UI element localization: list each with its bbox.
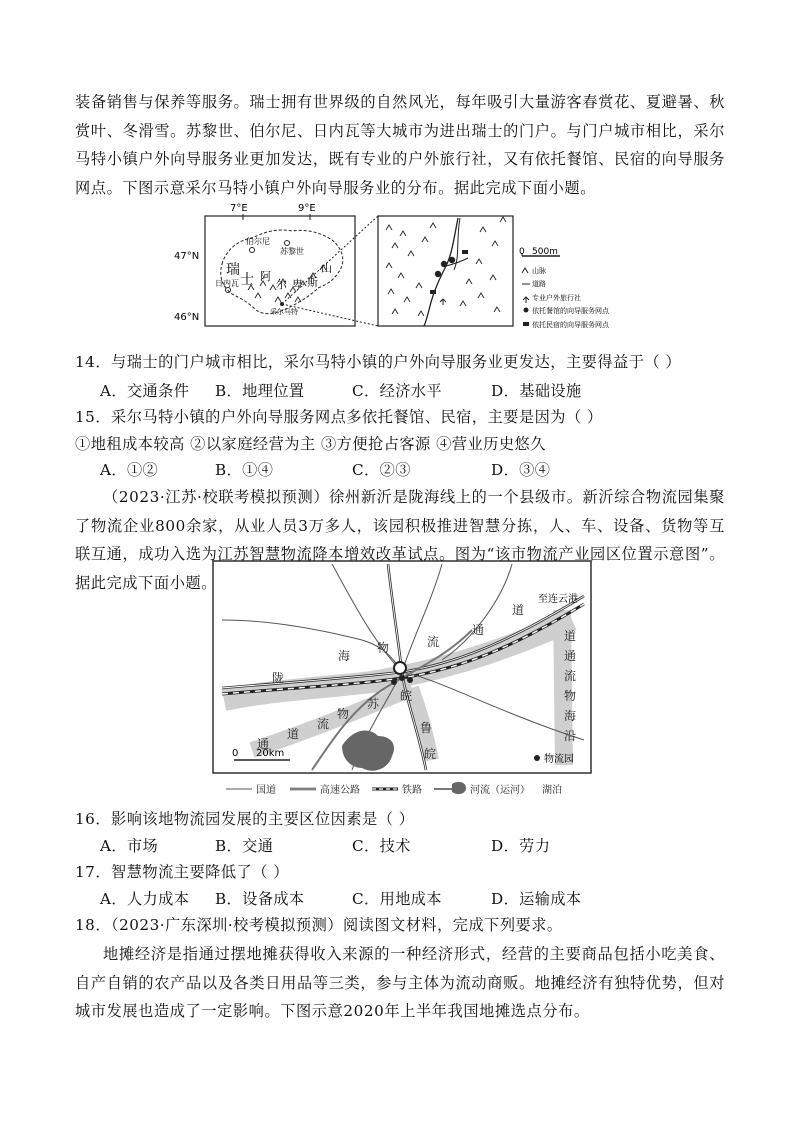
restaurant-guide-point: [441, 261, 447, 267]
corridor-c-char: 鲁: [420, 721, 433, 735]
scale-label: 500m: [532, 247, 558, 257]
legend-railway: 铁路: [402, 785, 422, 796]
logistics-park-marker: [391, 679, 397, 685]
lon-label-7e: 7°E: [230, 203, 248, 214]
corridor-a-char: 道: [512, 603, 525, 617]
lat-label-47n: 47°N: [174, 251, 200, 262]
q17-stem: 17．智慧物流主要降低了（ ）: [75, 863, 289, 881]
corridor-b-char: 苏: [367, 697, 380, 711]
q16-option-d[interactable]: D．劳力: [491, 837, 551, 855]
corridor-a-char: 流: [427, 635, 440, 649]
city-zurich: 苏黎世: [280, 247, 304, 256]
q15-option-a[interactable]: A．①②: [100, 461, 159, 479]
restaurant-guide-point: [435, 271, 441, 277]
bern-marker: [250, 248, 255, 253]
legend-restaurant-icon: [524, 308, 529, 313]
corridor-b-char: 道: [287, 727, 300, 741]
corridor-b-char: 物: [337, 707, 350, 721]
scale-zero: 0: [519, 247, 525, 257]
homestay-guide-point: [430, 290, 436, 294]
corridor-d-char: 流: [564, 669, 577, 683]
corridor-a-char: 通: [472, 623, 485, 637]
corridor-b-char: 通: [257, 737, 270, 751]
zermatt-detail-frame: [378, 216, 513, 326]
corridor-d-char: 通: [564, 649, 577, 663]
corridor-d-char: 沿: [564, 729, 577, 743]
intro-passage: 装备销售与保养等服务。瑞士拥有世界级的自然风光，每年吸引大量游客春赏花、夏避暑、秋赏叶、冬滑雪。苏黎世、伯尔尼、日内瓦等大城市为进出瑞士的门户。与门户城市相比，采尔马特小镇户外向导服务业更加发达，既有专业的户外旅行社，又有依托餐馆、民宿的向导服务网点。下图示意采尔马特小镇户外向导服务业的分布。据此完成下面小题。: [75, 93, 725, 197]
corridor-d-char: 道: [564, 629, 577, 643]
legend-national-road: 国道: [256, 785, 276, 796]
legend-mountain-icon: [522, 268, 528, 273]
q17-option-b[interactable]: B．设备成本: [215, 890, 305, 908]
legend-park: 物流园: [544, 754, 574, 765]
q14-stem: 14．与瑞士的门户城市相比，采尔马特小镇的户外向导服务业更发达，主要得益于（ ）: [75, 353, 682, 371]
passage-2: （2023·江苏·校联考模拟预测）徐州新沂是陇海线上的一个县级市。新沂综合物流园集聚了物流企业800余家，从业人员3万多人，该园积极推进智慧分拣，人、车、设备、货物等互联互通，成功入选为江苏智慧物流降本增效改革试点。图为“该市物流产业园区位置示意图”。据此完成下面小题。: [75, 488, 725, 592]
alps-char-5: 山: [321, 262, 332, 275]
legend-homestay-icon: [523, 322, 529, 326]
q16-stem: 16．影响该地物流园发展的主要区位因素是（ ）: [75, 810, 415, 828]
restaurant-guide-point: [449, 257, 455, 263]
lat-label-46n: 46°N: [174, 312, 200, 323]
legend-river: 河流（运河）: [470, 785, 530, 796]
corridor-c-char: 皖: [424, 747, 437, 761]
legend-agency: 专业户外旅行社: [532, 294, 581, 302]
national-road: [222, 620, 402, 672]
xinyi-logistics-map-figure: [212, 560, 592, 800]
q16-option-a[interactable]: A．市场: [100, 837, 159, 855]
lon-label-9e: 9°E: [298, 203, 316, 214]
city-zermatt: 采尔马特: [270, 308, 298, 316]
q18-passage: 地摊经济是指通过摆地摊获得收入来源的一种经济形式，经营的主要商品包括小吃美食、自产自销的农产品以及各类日用品等三类，参与主体为流动商贩。地摊经济有独特优势，但对城市发展也造成了一定影响。下图示意2020年上半年我国地摊选点分布。: [75, 945, 725, 1020]
homestay-guide-point: [462, 250, 468, 254]
logistics-park-marker: [399, 675, 405, 681]
country-char-1: 瑞: [226, 262, 240, 278]
corridor-d-char: 物: [564, 689, 577, 703]
alps-char-2: 尔: [276, 278, 287, 291]
corridor-d-char: 海: [564, 709, 577, 723]
q15-stem: 15．采尔马特小镇的户外向导服务网点多依托餐馆、民宿，主要是因为（ ）: [75, 408, 603, 426]
legend-highway: 高速公路: [320, 785, 360, 796]
city-geneva: 日内瓦: [215, 279, 239, 288]
legend-park-icon: [534, 755, 540, 761]
city-bern: 伯尔尼: [246, 237, 270, 246]
q17-option-c[interactable]: C．用地成本: [352, 890, 442, 908]
map2-scale-zero: 0: [232, 748, 239, 759]
q14-option-d[interactable]: D．基础设施: [491, 382, 582, 400]
q15-option-d[interactable]: D．③④: [491, 461, 551, 479]
alps-char-3: 卑: [292, 278, 303, 291]
q16-option-c[interactable]: C．技术: [352, 837, 411, 855]
agency-point: [440, 299, 446, 305]
q17-option-d[interactable]: D．运输成本: [491, 890, 582, 908]
corridor-b-char: 皖: [400, 689, 413, 703]
corridor-b-char: 流: [317, 717, 330, 731]
q14-option-b[interactable]: B．地理位置: [215, 382, 305, 400]
legend-lake-icon: [452, 782, 466, 794]
q17-option-a[interactable]: A．人力成本: [100, 890, 190, 908]
alps-char-1: 阿: [260, 270, 271, 283]
legend-mountain: 山脉: [532, 267, 546, 275]
corridor-a-char: 海: [338, 649, 351, 663]
legend-agency-icon: [523, 297, 529, 303]
q14-option-c[interactable]: C．经济水平: [352, 382, 442, 400]
legend-lake: 湖泊: [542, 785, 562, 796]
zurich-marker: [285, 241, 290, 246]
map2-scale-label: 20km: [256, 748, 285, 759]
alps-char-4: 斯: [307, 276, 318, 289]
corridor-a-char: 陇: [272, 671, 285, 685]
logistics-park-marker: [407, 677, 413, 683]
q18-stem: 18．（2023·广东深圳·校考模拟预测）阅读图文材料，完成下列要求。: [75, 916, 563, 934]
q15-option-c[interactable]: C．②③: [352, 461, 411, 479]
legend-restaurant: 依托餐馆的向导服务网点: [532, 307, 609, 315]
detail-road: [424, 218, 458, 326]
q14-option-a[interactable]: A．交通条件: [100, 382, 190, 400]
legend-road: 道路: [532, 280, 546, 288]
q16-option-b[interactable]: B．交通: [215, 837, 274, 855]
corridor-a-char: 物: [377, 641, 390, 655]
q15-statements: ①地租成本较高 ②以家庭经营为主 ③方便抢占客源 ④营业历史悠久: [75, 435, 546, 453]
xinyi-city-marker: [394, 662, 406, 674]
q15-option-b[interactable]: B．①④: [215, 461, 274, 479]
country-char-2: 士: [240, 272, 254, 288]
legend-homestay: 依托民宿的向导服务网点: [532, 321, 609, 329]
luoma-lake: [342, 731, 394, 771]
zermatt-map-figure: [160, 198, 640, 336]
label-to-lianyungang: 至连云港: [538, 594, 578, 605]
